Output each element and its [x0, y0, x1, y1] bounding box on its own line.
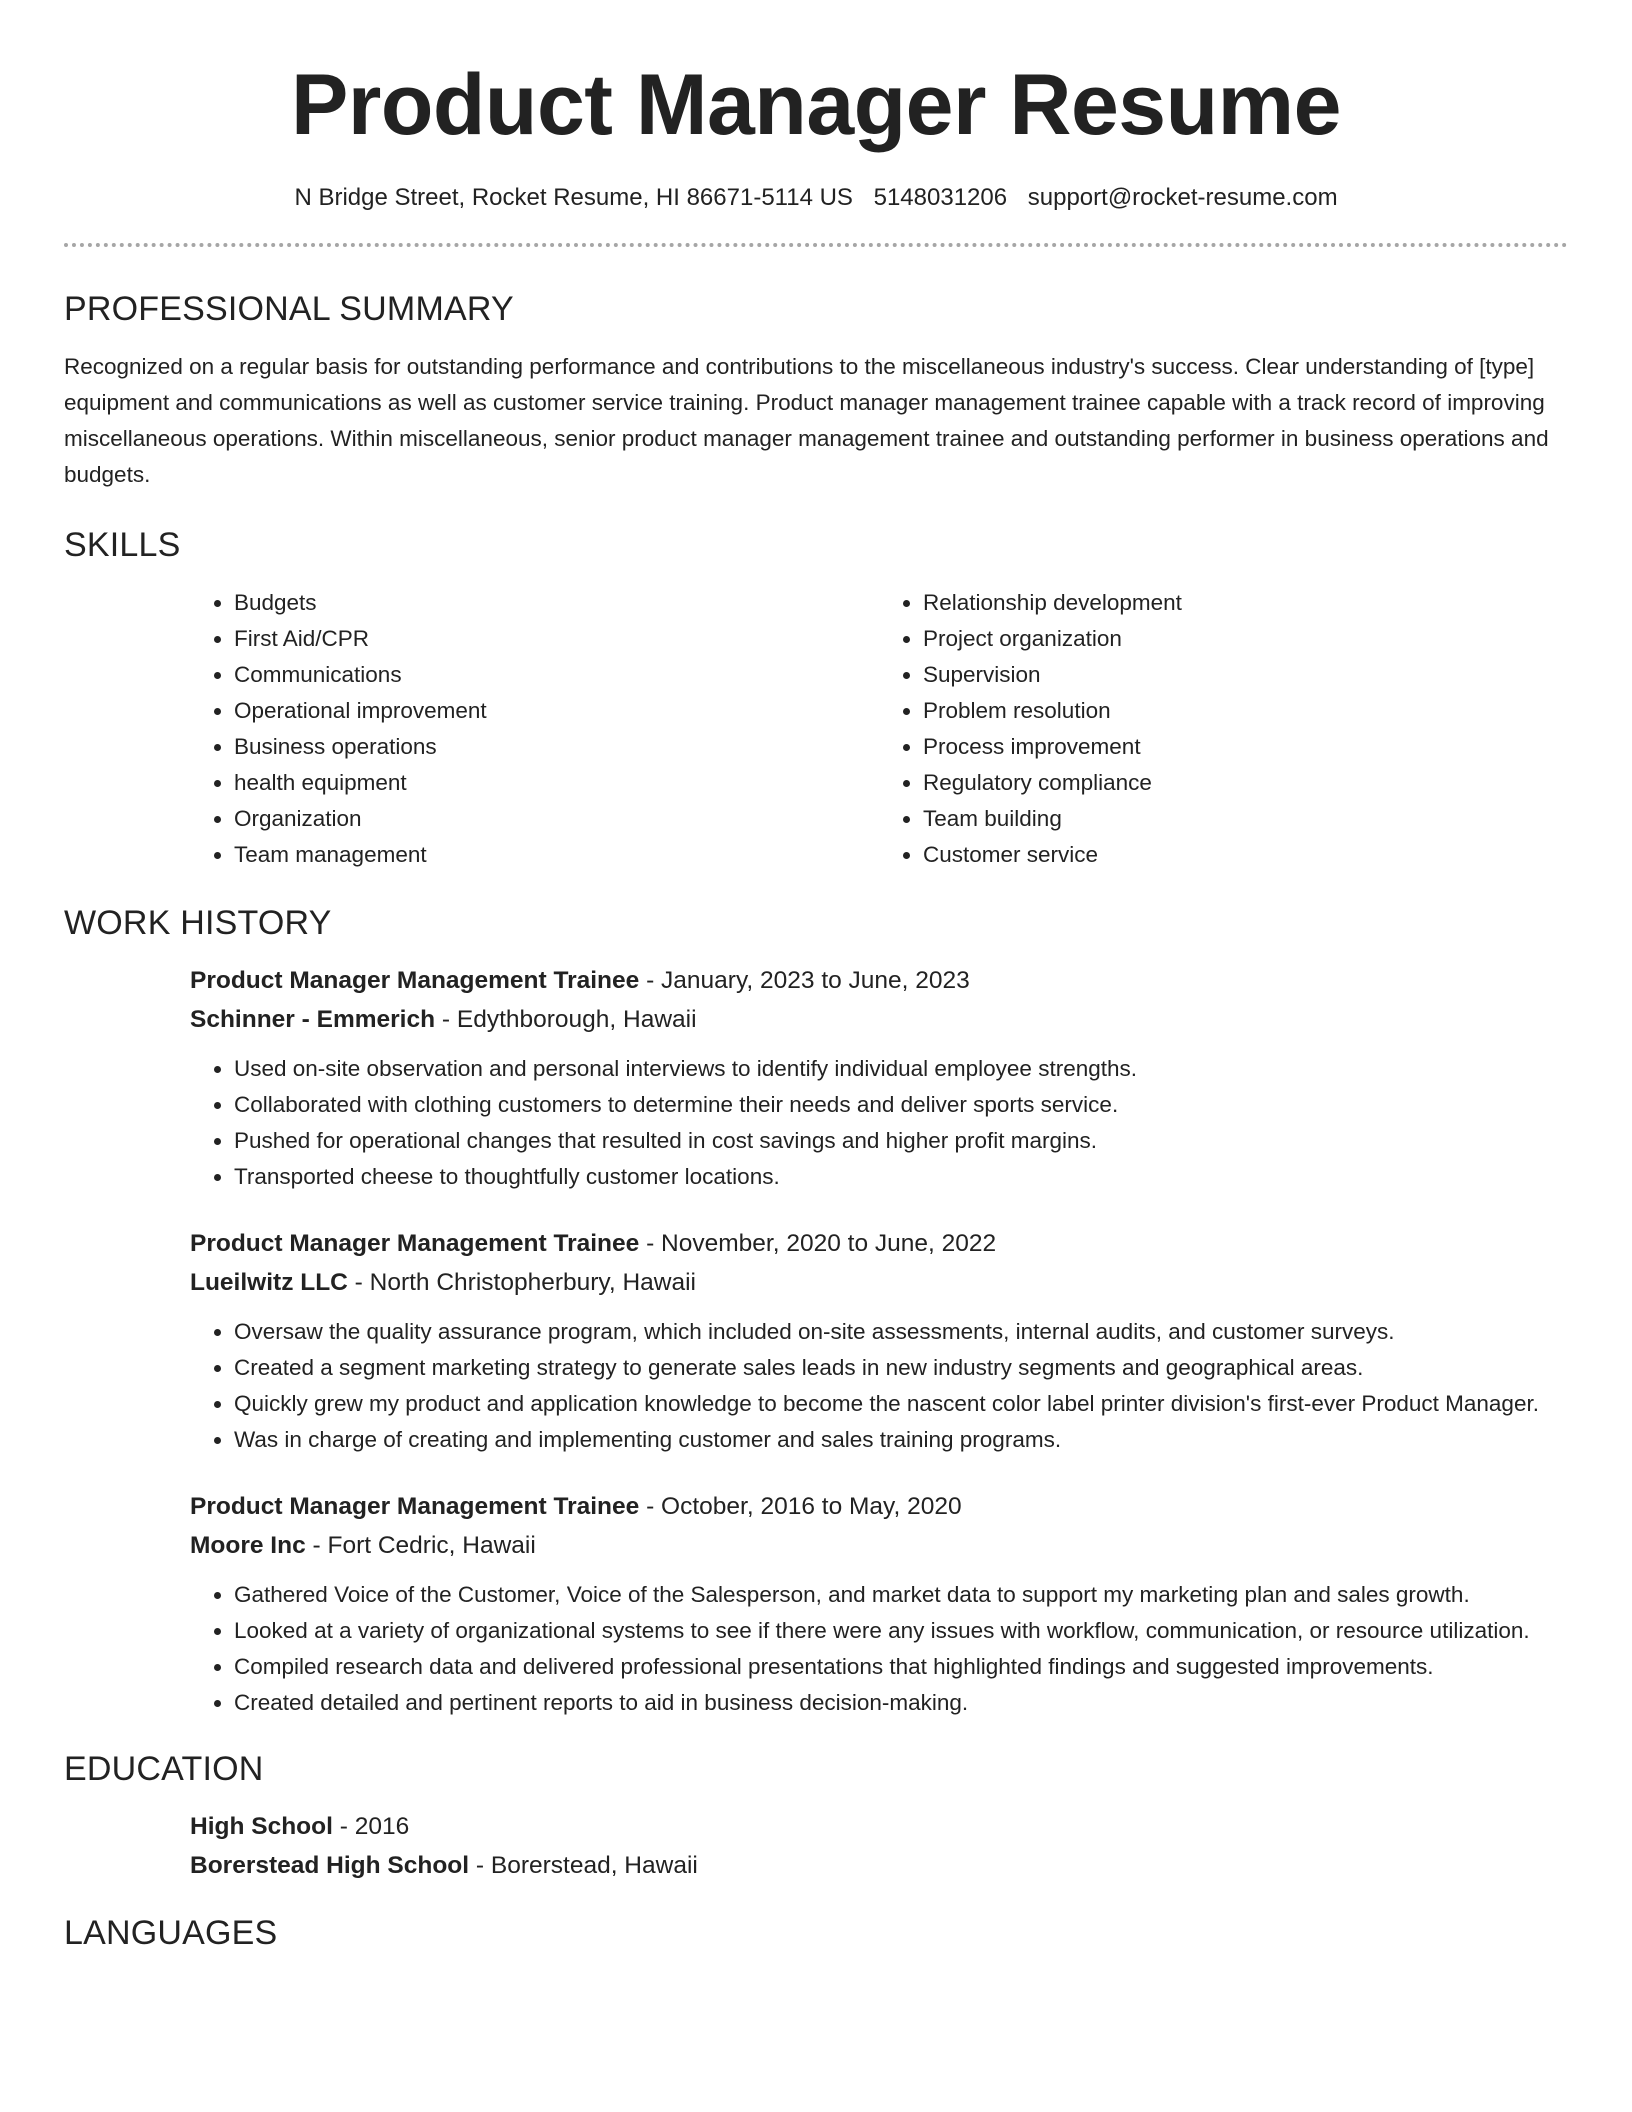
- skill-item: • Team building: [923, 801, 1568, 837]
- education-location: - Borerstead, Hawaii: [469, 1852, 698, 1879]
- job-location: - North Christopherbury, Hawaii: [347, 1269, 696, 1296]
- job-title-line: [190, 1224, 1568, 1263]
- skills-heading: SKILLS: [64, 526, 181, 564]
- job-bullets: [190, 1051, 1568, 1195]
- job-entry: [190, 1224, 1568, 1458]
- contact-email: support@rocket-resume.com: [1027, 184, 1338, 211]
- summary-heading: PROFESSIONAL SUMMARY: [64, 290, 514, 328]
- job-bullet: • Compiled research data and delivered professional presentations that highlighted findings and suggested improvements.: [234, 1649, 1568, 1685]
- contact-line: [64, 181, 1568, 215]
- job-company: Moore Inc: [190, 1532, 306, 1559]
- job-company: Schinner - Emmerich: [190, 1006, 436, 1033]
- job-bullet: • Transported cheese to thoughtfully customer locations.: [234, 1159, 1568, 1195]
- contact-address: N Bridge Street, Rocket Resume, HI 86671-5114 US: [294, 184, 853, 211]
- job-title-line: [190, 1487, 1568, 1526]
- education-school: Borerstead High School: [190, 1852, 470, 1879]
- job-company-line: [190, 1263, 1568, 1302]
- summary-text: Recognized on a regular basis for outstanding performance and contributions to the miscellaneous industry's success. Clear understanding of [type] equipment and communications as well as customer service training. Product manager management trainee capable with a track record of improving miscellaneous operations. Within miscellaneous, senior product manager management trainee and outstanding performer in business operations and budgets.: [64, 354, 1549, 487]
- job-role: Product Manager Management Trainee: [190, 1230, 640, 1257]
- resume-title: Product Manager Resume: [291, 57, 1341, 153]
- job-company-line: [190, 1526, 1568, 1565]
- skill-item: • health equipment: [234, 765, 879, 801]
- education-school-line: [190, 1846, 1568, 1885]
- skill-item: • Relationship development: [923, 585, 1568, 621]
- job-role: Product Manager Management Trainee: [190, 1493, 640, 1520]
- job-bullets: [190, 1577, 1568, 1721]
- job-bullet: • Created detailed and pertinent reports to aid in business decision-making.: [234, 1685, 1568, 1721]
- education-degree-line: [190, 1807, 1568, 1846]
- job-bullet: • Oversaw the quality assurance program, which included on-site assessments, internal audits, and customer surveys.: [234, 1314, 1568, 1350]
- education-entry: [190, 1807, 1568, 1885]
- job-dates: - November, 2020 to June, 2022: [639, 1230, 997, 1257]
- skill-item: • Process improvement: [923, 729, 1568, 765]
- skills-column-left: [190, 585, 879, 873]
- job-bullet: • Looked at a variety of organizational systems to see if there were any issues with workflow, communication, or resource utilization.: [234, 1613, 1568, 1649]
- skill-item: • Team management: [234, 837, 879, 873]
- skill-item: • Customer service: [923, 837, 1568, 873]
- skill-item: • Business operations: [234, 729, 879, 765]
- skills-list: [190, 585, 1568, 873]
- skill-item: • Budgets: [234, 585, 879, 621]
- job-bullet: • Quickly grew my product and application knowledge to become the nascent color label printer division's first-ever Product Manager.: [234, 1386, 1568, 1422]
- skill-item: • Organization: [234, 801, 879, 837]
- job-company-line: [190, 1000, 1568, 1039]
- skill-item: • Project organization: [923, 621, 1568, 657]
- job-role: Product Manager Management Trainee: [190, 967, 640, 994]
- job-location: - Fort Cedric, Hawaii: [305, 1532, 536, 1559]
- job-bullet: • Created a segment marketing strategy to generate sales leads in new industry segments and geographical areas.: [234, 1350, 1568, 1386]
- job-dates: - January, 2023 to June, 2023: [639, 967, 970, 994]
- job-bullet: • Used on-site observation and personal interviews to identify individual employee strengths.: [234, 1051, 1568, 1087]
- job-bullet: • Was in charge of creating and implementing customer and sales training programs.: [234, 1422, 1568, 1458]
- skill-item: • Supervision: [923, 657, 1568, 693]
- contact-phone: 5148031206: [873, 184, 1008, 211]
- header-divider: [64, 243, 1568, 247]
- work-history-heading: WORK HISTORY: [64, 904, 332, 942]
- job-company: Lueilwitz LLC: [190, 1269, 348, 1296]
- job-bullets: [190, 1314, 1568, 1458]
- skill-item: • Operational improvement: [234, 693, 879, 729]
- skill-item: • Problem resolution: [923, 693, 1568, 729]
- resume-page: [64, 0, 1568, 1955]
- job-dates: - October, 2016 to May, 2020: [639, 1493, 962, 1520]
- job-title-line: [190, 961, 1568, 1000]
- job-bullet: • Collaborated with clothing customers to determine their needs and deliver sports service.: [234, 1087, 1568, 1123]
- education-year: - 2016: [332, 1813, 410, 1840]
- skill-item: • Regulatory compliance: [923, 765, 1568, 801]
- skill-item: • Communications: [234, 657, 879, 693]
- job-entry: [190, 961, 1568, 1195]
- languages-heading: LANGUAGES: [64, 1914, 278, 1952]
- job-location: - Edythborough, Hawaii: [435, 1006, 697, 1033]
- education-degree: High School: [190, 1813, 333, 1840]
- education-heading: EDUCATION: [64, 1750, 264, 1788]
- job-bullet: • Gathered Voice of the Customer, Voice of the Salesperson, and market data to support my marketing plan and sales growth.: [234, 1577, 1568, 1613]
- skills-column-right: [879, 585, 1568, 873]
- job-entry: [190, 1487, 1568, 1721]
- skill-item: • First Aid/CPR: [234, 621, 879, 657]
- job-bullet: • Pushed for operational changes that resulted in cost savings and higher profit margins.: [234, 1123, 1568, 1159]
